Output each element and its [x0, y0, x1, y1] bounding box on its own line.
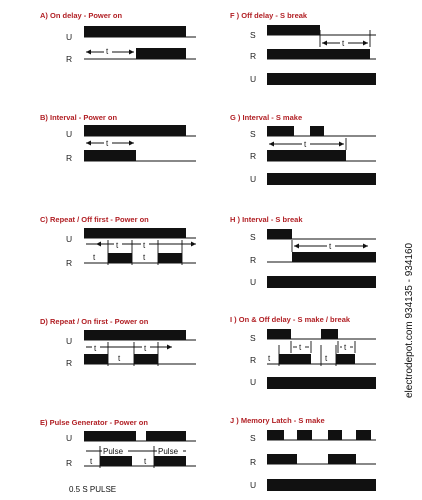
panel-h-arrowhead-right — [363, 244, 368, 249]
panel-j-title: J ) Memory Latch - S make — [230, 416, 325, 425]
panel-i-r-pulse-2 — [336, 354, 355, 364]
panel-j-signal-u: U — [250, 480, 257, 490]
panel-d-r-pulse-1 — [84, 354, 108, 364]
panel-a-u-on — [84, 26, 186, 37]
panel-a-t-label: t — [106, 47, 109, 56]
panel-h — [230, 215, 376, 288]
panel-h-t-label: t — [329, 242, 332, 251]
panel-j-r-pulse-2 — [328, 454, 356, 464]
panel-i-s-pulse-2 — [321, 329, 338, 339]
panel-d — [40, 317, 196, 368]
panel-h-signal-r: R — [250, 255, 257, 265]
panel-e-t-label-2: t — [144, 457, 147, 466]
panel-a-signal-r: R — [66, 54, 73, 64]
panel-f-r-on — [267, 49, 370, 59]
panel-e-u-pulse-1 — [84, 431, 136, 441]
panel-i-u-on — [267, 377, 376, 389]
panel-g — [230, 113, 376, 185]
panel-h-s-on — [267, 229, 292, 239]
panel-i-signal-u: U — [250, 377, 257, 387]
panel-d-arrowhead — [167, 345, 172, 350]
panel-a-arrowhead-left — [86, 50, 91, 55]
panel-j — [230, 416, 376, 491]
panel-i-t-label-1: t — [268, 354, 271, 363]
panel-j-s-pulse-2 — [297, 430, 312, 440]
panel-d-r-pulse-2 — [134, 354, 158, 364]
panel-d-t-label-1: t — [94, 344, 97, 353]
panel-b-signal-u: U — [66, 129, 73, 139]
panel-c-u-on — [84, 228, 186, 238]
panel-f-u-on — [267, 73, 376, 85]
panel-b-r-on — [84, 150, 136, 161]
panel-e-title: E) Pulse Generator - Power on — [40, 418, 148, 427]
panel-g-arrowhead-right — [339, 142, 344, 147]
panel-c-t-label-2: t — [143, 241, 146, 250]
panel-d-title: D) Repeat / On first - Power on — [40, 317, 149, 326]
panel-e-r-pulse-1 — [100, 456, 132, 466]
panel-f-s-on — [267, 25, 320, 35]
panel-b-u-on — [84, 125, 186, 136]
panel-b-arrowhead-right — [129, 141, 134, 146]
panel-d-signal-r: R — [66, 358, 73, 368]
panel-f-arrowhead-right — [363, 41, 368, 46]
panel-b-t-label: t — [106, 139, 109, 148]
panel-g-signal-s: S — [250, 129, 256, 139]
panel-a-r-on — [136, 48, 186, 59]
panel-e-t-label-1: t — [90, 457, 93, 466]
panel-e-pulse-label-1: Pulse — [103, 447, 124, 456]
panel-i-signal-s: S — [250, 333, 256, 343]
panel-e-signal-u: U — [66, 433, 73, 443]
panel-g-r-on — [267, 150, 346, 161]
panel-f-arrowhead-left — [322, 41, 327, 46]
panel-e-pulse-label-2: Pulse — [158, 447, 179, 456]
panel-c-t-label-3: t — [93, 253, 96, 262]
panel-e-u-pulse-2 — [146, 431, 186, 441]
panel-j-u-on — [267, 479, 376, 491]
panel-i-t-label-3: t — [325, 354, 328, 363]
panel-g-u-on — [267, 173, 376, 185]
panel-a — [40, 11, 196, 64]
panel-i-signal-r: R — [250, 355, 257, 365]
panel-f-title: F ) Off delay - S break — [230, 11, 308, 20]
panel-i-s-pulse-1 — [267, 329, 291, 339]
panel-c-t-label-4: t — [143, 253, 146, 262]
panel-f-signal-u: U — [250, 74, 257, 84]
panel-g-signal-u: U — [250, 174, 257, 184]
panel-h-title: H ) Interval - S break — [230, 215, 303, 224]
panel-g-s-pulse-2 — [310, 126, 324, 136]
panel-j-signal-r: R — [250, 457, 257, 467]
panel-c — [40, 215, 196, 268]
panel-c-signal-u: U — [66, 234, 73, 244]
panel-h-r-on — [292, 252, 376, 262]
panel-j-s-pulse-3 — [328, 430, 342, 440]
panel-f-signal-s: S — [250, 30, 256, 40]
panel-i-t-label-2: t — [299, 343, 302, 352]
panel-i-r-pulse-1 — [279, 354, 311, 364]
panel-c-t-label-1: t — [116, 241, 119, 250]
panel-c-arrowhead-2 — [191, 242, 196, 247]
panel-i-t-label-4: t — [344, 343, 347, 352]
panel-i-title: I ) On & Off delay - S make / break — [230, 315, 351, 324]
panel-c-r-pulse-1 — [108, 253, 132, 263]
panel-b-signal-r: R — [66, 153, 73, 163]
panel-g-signal-r: R — [250, 151, 257, 161]
panel-d-t-label-2: t — [118, 354, 121, 363]
panel-h-arrowhead-left — [294, 244, 299, 249]
panel-g-s-pulse-1 — [267, 126, 294, 136]
panel-b — [40, 113, 196, 163]
panel-d-t-label-3: t — [144, 344, 147, 353]
panel-f — [230, 11, 376, 85]
footer-caption: 0.5 S PULSE — [69, 485, 117, 494]
panel-g-t-label: t — [304, 140, 307, 149]
panel-j-r-pulse-1 — [267, 454, 297, 464]
panel-e-r-pulse-2 — [154, 456, 186, 466]
panel-h-signal-s: S — [250, 232, 256, 242]
panel-d-signal-u: U — [66, 336, 73, 346]
panel-a-arrowhead-right — [129, 50, 134, 55]
panel-j-s-pulse-1 — [267, 430, 284, 440]
panel-c-signal-r: R — [66, 258, 73, 268]
panel-a-title: A) On delay - Power on — [40, 11, 123, 20]
panel-j-signal-s: S — [250, 433, 256, 443]
panel-j-s-pulse-4 — [356, 430, 371, 440]
panel-h-signal-u: U — [250, 277, 257, 287]
panel-c-r-pulse-2 — [158, 253, 182, 263]
panel-e — [40, 418, 196, 468]
panel-g-arrowhead-left — [269, 142, 274, 147]
side-vertical-text: electrodepot.com 934135 - 934160 — [404, 242, 415, 398]
panel-f-signal-r: R — [250, 51, 257, 61]
panel-e-signal-r: R — [66, 458, 73, 468]
panel-a-signal-u: U — [66, 32, 73, 42]
panel-i — [230, 315, 376, 389]
panel-c-arrowhead-1 — [96, 242, 101, 247]
panel-b-arrowhead-left — [86, 141, 91, 146]
panel-c-title: C) Repeat / Off first - Power on — [40, 215, 149, 224]
panel-g-title: G ) Interval - S make — [230, 113, 303, 122]
panel-b-title: B) Interval - Power on — [40, 113, 118, 122]
panel-f-t-label: t — [342, 39, 345, 48]
panel-d-u-on — [84, 330, 186, 340]
panel-h-u-on — [267, 276, 376, 288]
